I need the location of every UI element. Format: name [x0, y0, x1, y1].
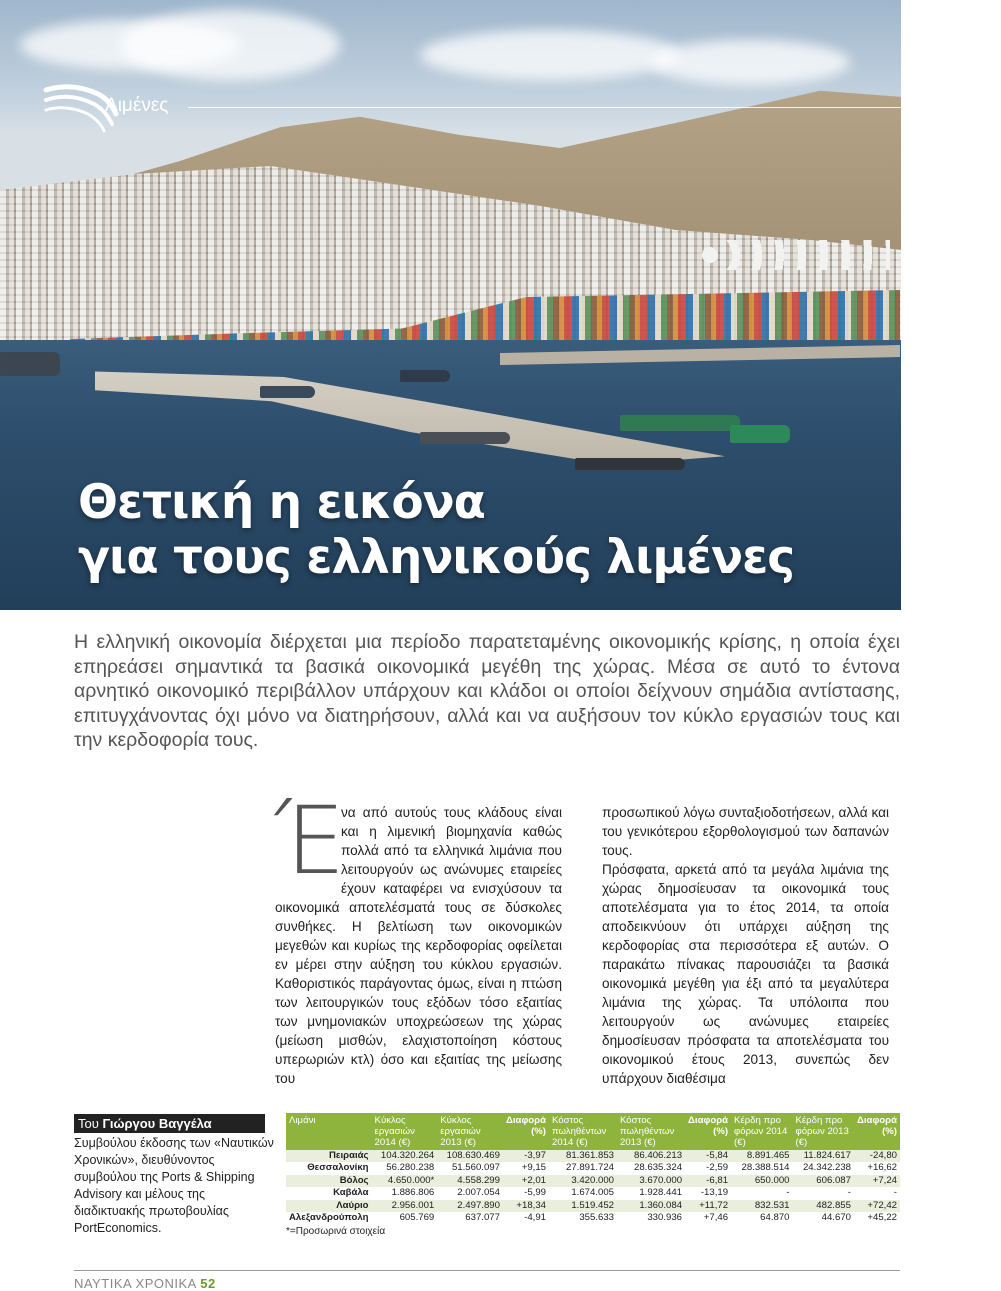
- cell: -: [793, 1187, 854, 1199]
- cell: -13,19: [685, 1187, 731, 1199]
- body-text-col2-p2: Πρόσφατα, αρκετά από τα μεγάλα λιμάνια της χώρας δημοσίευσαν τα οικονομικά τους αποτελέσματα για το έτος 2014, τα οποία αποδεικνύουν ότι υπάρχει αύξηση της κερδοφορίας στα περισσότερα εξ αυτών. Ο παρακάτω πίνακας παρουσιάζει τα βασικά οικονομικά μεγέθη για έξι από τα μεγαλύτερα λιμάνια της χώρας. Τα υπόλοιπα που λειτουργούν ως ανώνυμες εταιρείες δημοσίευσαν πρόσφατα τα αποτελέσματα του οικονομικού έτους 2013, συνεπώς δεν υπάρχουν διαθέσιμα: [602, 862, 889, 1086]
- cell: -24,80: [854, 1150, 900, 1162]
- cell: 2.007.054: [437, 1187, 503, 1199]
- cell: +7,46: [685, 1212, 731, 1224]
- cell: +16,62: [854, 1162, 900, 1174]
- cell: +72,42: [854, 1200, 900, 1212]
- page-number: 52: [200, 1276, 216, 1291]
- header-diff-turnover: Διαφορά (%): [503, 1113, 549, 1150]
- cell: 3.670.000: [617, 1175, 685, 1187]
- cell: 2.956.001: [372, 1200, 438, 1212]
- cell: 56.280.238: [372, 1162, 438, 1174]
- body-column-1: [275, 787, 562, 1088]
- header-cost-2014: Κόστος πωληθέντων 2014 (€): [549, 1113, 617, 1150]
- table-row: [286, 1175, 900, 1187]
- cell: +2,01: [503, 1175, 549, 1187]
- cell: 64.870: [731, 1212, 792, 1224]
- cell: +9,15: [503, 1162, 549, 1174]
- cloud: [420, 30, 680, 80]
- cell: +18,34: [503, 1200, 549, 1212]
- cell-port: Λαύριο: [286, 1200, 372, 1212]
- ship: [420, 432, 510, 444]
- ship: [575, 458, 685, 470]
- cell: 51.560.097: [437, 1162, 503, 1174]
- header-diff-profit: Διαφορά (%): [854, 1113, 900, 1150]
- table-footnote: *=Προσωρινά στοιχεία: [286, 1226, 386, 1238]
- table-row: [286, 1150, 900, 1162]
- cell: 24.342.238: [793, 1162, 854, 1174]
- ship: [730, 425, 790, 443]
- ship: [620, 415, 740, 431]
- cell: 28.388.514: [731, 1162, 792, 1174]
- cell: +11,72: [685, 1200, 731, 1212]
- table-row: [286, 1187, 900, 1199]
- header-profit-2013: Κέρδη προ φόρων 2013 (€): [793, 1113, 854, 1150]
- cell-port: Πειραιάς: [286, 1150, 372, 1162]
- cell: -: [731, 1187, 792, 1199]
- footer-divider: [74, 1270, 900, 1271]
- section-label: Λιμένες: [105, 95, 169, 116]
- cell-port: Καβάλα: [286, 1187, 372, 1199]
- cell: -: [854, 1187, 900, 1199]
- cell: 8.891.465: [731, 1150, 792, 1162]
- cell: -5,99: [503, 1187, 549, 1199]
- table-row: [286, 1162, 900, 1174]
- cell: 1.886.806: [372, 1187, 438, 1199]
- cloud: [650, 40, 850, 85]
- author-name: Γιώργου Βαγγέλα: [102, 1116, 212, 1131]
- cell: 28.635.324: [617, 1162, 685, 1174]
- cell: 108.630.469: [437, 1150, 503, 1162]
- headline-line-1: Θετική η εικόνα: [78, 475, 485, 530]
- section-divider: [188, 107, 1001, 108]
- cell: +7,24: [854, 1175, 900, 1187]
- hero-photo: [0, 0, 901, 610]
- lead-paragraph: Η ελληνική οικονομία διέρχεται μια περίοδο παρατεταμένης οικονομικής κρίσης, η οποία έχει επηρεάσει σημαντικά τα βασικά οικονομικά μεγέθη της χώρας. Μέσα σε αυτό το έντονα αρνητικό οικονομικό περιβάλλον υπάρχουν και κλάδοι οι οποίοι δείχνουν σημάδια αντίστασης, επιτυγχάνοντας όχι μόνο να διατηρήσουν, αλλά και να αυξήσουν τον κύκλο εργασιών τους και την κερδοφορία τους.: [74, 631, 900, 752]
- cell-port: Βόλος: [286, 1175, 372, 1187]
- cell-port: Θεσσαλονίκη: [286, 1162, 372, 1174]
- header-diff-cost: Διαφορά (%): [685, 1113, 731, 1150]
- ship: [0, 352, 60, 376]
- body-column-2: [602, 803, 889, 1088]
- cell: 81.361.853: [549, 1150, 617, 1162]
- cell: -5,84: [685, 1150, 731, 1162]
- body-text-col1: να από αυτούς τους κλάδους είναι και η λιμενική βιομηχανία καθώς πολλά από τα ελληνικά λιμάνια που λειτουργούν ως ανώνυμες εταιρείες έχουν καταφέρει να ενισχύσουν τα οικονομικά αποτελέσματά τους σε δύσκολες συνθήκες. Η βελτίωση των οικονομικών μεγεθών και κυρίως της κερδοφορίας οφείλεται εν μέρει στην αύξηση του κύκλου εργασιών. Καθοριστικός παράγοντας όμως, είναι η πτώση των λειτουργικών τους εξόδων τόσο εξαιτίας των μνημονιακών υποχρεώσεων της χώρας (μείωση μισθών, ελαχιστοποίηση κόστους υπερωριών κτλ) όσο και εξαιτίας της μείωσης του: [275, 805, 562, 1086]
- table-row: [286, 1200, 900, 1212]
- headline-line-2: για τους ελληνικούς λιμένες: [78, 530, 795, 585]
- header-cost-2013: Κόστος πωληθέντων 2013 (€): [617, 1113, 685, 1150]
- table-header-row: [286, 1113, 900, 1150]
- drop-cap: Έ: [275, 787, 346, 896]
- cell: -2,59: [685, 1162, 731, 1174]
- cell: 27.891.724: [549, 1162, 617, 1174]
- cell: 355.633: [549, 1212, 617, 1224]
- cell: 832.531: [731, 1200, 792, 1212]
- cell: 104.320.264: [372, 1150, 438, 1162]
- cell: 605.769: [372, 1212, 438, 1224]
- cell: 3.420.000: [549, 1175, 617, 1187]
- cell-port: Αλεξανδρούπολη: [286, 1212, 372, 1224]
- cell: -3,97: [503, 1150, 549, 1162]
- cell: 4.650.000*: [372, 1175, 438, 1187]
- ship: [260, 386, 315, 398]
- ship: [400, 370, 450, 382]
- cell: 606.087: [793, 1175, 854, 1187]
- cell: 1.928.441: [617, 1187, 685, 1199]
- cloud: [120, 10, 340, 80]
- cell: 4.558.299: [437, 1175, 503, 1187]
- storage-tanks: [700, 240, 890, 270]
- cell: 330.936: [617, 1212, 685, 1224]
- magazine-name: ΝΑΥΤΙΚΑ ΧΡΟΝΙΚΑ: [74, 1276, 197, 1291]
- cell: 637.077: [437, 1212, 503, 1224]
- header-turnover-2014: Κύκλος εργασιών 2014 (€): [372, 1113, 438, 1150]
- author-prefix: Του: [78, 1116, 99, 1131]
- cell: 1.674.005: [549, 1187, 617, 1199]
- ports-financial-table: [286, 1113, 900, 1237]
- page-footer: [74, 1276, 216, 1291]
- header-port: Λιμάνι: [286, 1113, 372, 1150]
- header-profit-2014: Κέρδη προ φόρων 2014 (€): [731, 1113, 792, 1150]
- cell: 44.670: [793, 1212, 854, 1224]
- cell: 1.519.452: [549, 1200, 617, 1212]
- cell: 11.824.617: [793, 1150, 854, 1162]
- cell: 2.497.890: [437, 1200, 503, 1212]
- cell: -6,81: [685, 1175, 731, 1187]
- header-turnover-2013: Κύκλος εργασιών 2013 (€): [437, 1113, 503, 1150]
- cell: 482.855: [793, 1200, 854, 1212]
- cell: 1.360.084: [617, 1200, 685, 1212]
- cell: 86.406.213: [617, 1150, 685, 1162]
- author-bio: Συμβούλου έκδοσης των «Ναυτικών Χρονικών», διευθύνοντος συμβούλου της Ports & Shipping Advisory και μέλους της διαδικτυακής πρωτοβουλίας PortEconomics.: [74, 1136, 274, 1235]
- cell: 650.000: [731, 1175, 792, 1187]
- cell: -4,91: [503, 1212, 549, 1224]
- cell: +45,22: [854, 1212, 900, 1224]
- author-byline: [74, 1114, 265, 1133]
- body-text-col2-p1: προσωπικού λόγω συνταξιοδοτήσεων, αλλά και του γενικότερου εξορθολογισμού των δαπανών τους.: [602, 805, 889, 858]
- table-row: [286, 1212, 900, 1224]
